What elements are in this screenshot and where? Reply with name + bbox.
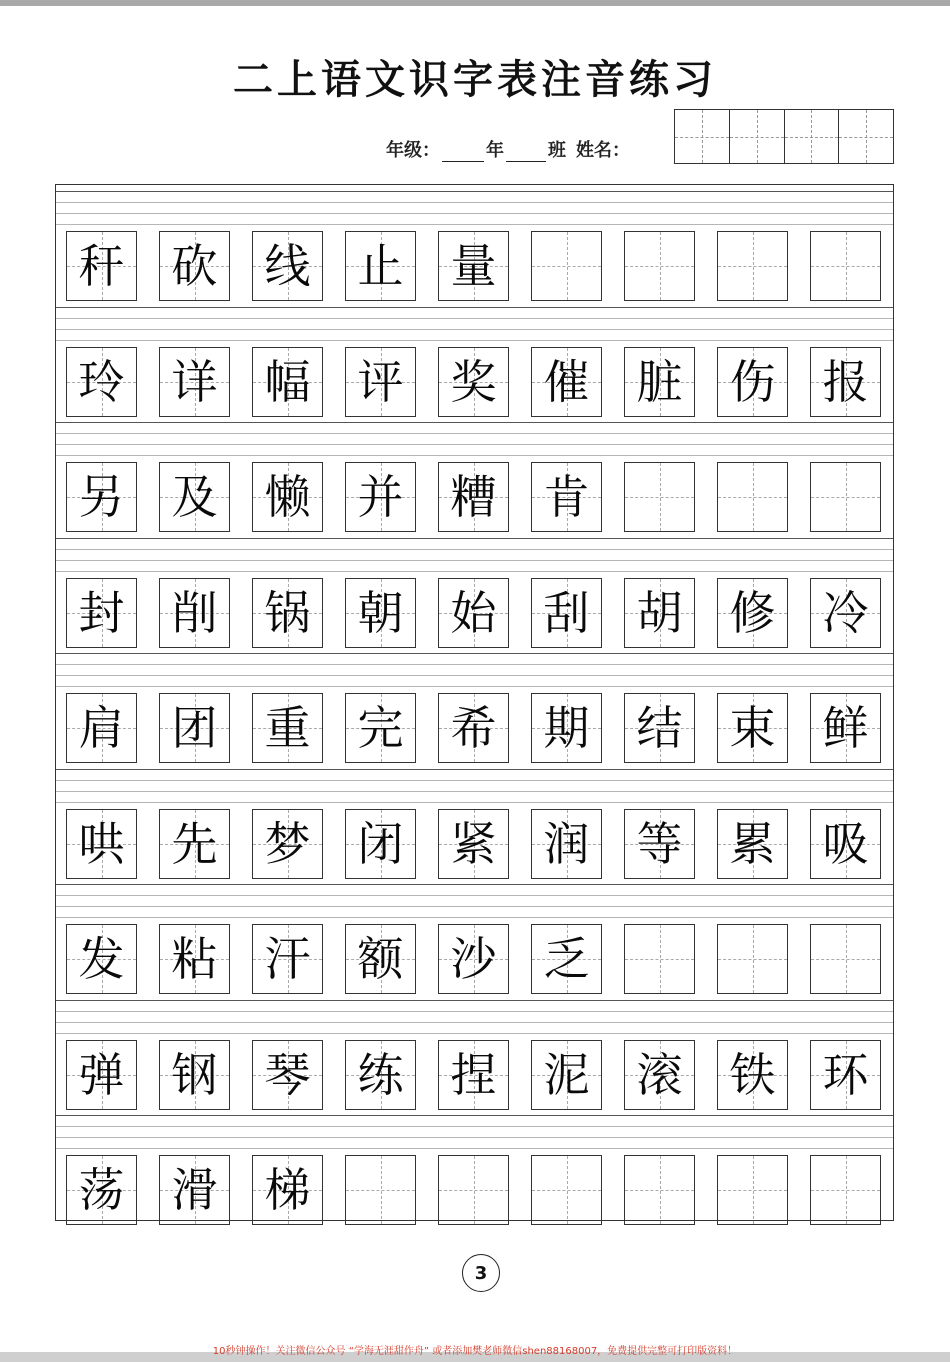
- character-cell[interactable]: [66, 924, 137, 994]
- character-cell[interactable]: [66, 462, 137, 532]
- character-glyph: 奖: [450, 354, 497, 409]
- character-glyph: 锅: [264, 585, 311, 640]
- character-glyph: 伤: [729, 354, 776, 409]
- character-cell[interactable]: [252, 693, 323, 763]
- pinyin-lines[interactable]: [56, 647, 893, 695]
- character-cell[interactable]: [66, 1040, 137, 1110]
- character-glyph: 并: [357, 470, 404, 524]
- character-glyph: 吸: [822, 816, 869, 871]
- character-glyph: 荡: [78, 1163, 125, 1217]
- character-cell[interactable]: [159, 809, 230, 879]
- character-glyph: 量: [450, 239, 497, 293]
- empty-cell[interactable]: [810, 462, 881, 532]
- character-glyph: 懒: [264, 470, 311, 524]
- character-cell[interactable]: [159, 231, 230, 301]
- character-glyph: 乏: [543, 932, 590, 986]
- student-info: [386, 134, 630, 162]
- character-glyph: 修: [729, 585, 776, 640]
- pinyin-lines[interactable]: [56, 416, 893, 464]
- character-glyph: 琴: [264, 1047, 311, 1102]
- character-cell[interactable]: [345, 347, 416, 417]
- character-cell[interactable]: [717, 809, 788, 879]
- pinyin-lines[interactable]: [56, 532, 893, 580]
- character-cell[interactable]: [159, 462, 230, 532]
- character-glyph: 先: [171, 816, 218, 871]
- character-cell[interactable]: [810, 693, 881, 763]
- pinyin-lines[interactable]: [56, 185, 893, 233]
- worksheet-grid: [55, 184, 894, 1221]
- character-cell[interactable]: [159, 578, 230, 648]
- character-glyph: 秆: [78, 239, 125, 293]
- character-glyph: 线: [264, 239, 311, 293]
- character-glyph: 闭: [357, 816, 404, 871]
- grade-label: 年级：: [386, 140, 440, 161]
- empty-cell[interactable]: [624, 462, 695, 532]
- name-box-cell[interactable]: [730, 110, 785, 163]
- empty-cell[interactable]: [810, 231, 881, 301]
- character-glyph: 朝: [357, 585, 404, 640]
- character-row: [66, 462, 881, 532]
- character-row: [66, 1155, 881, 1225]
- empty-cell[interactable]: [438, 1155, 509, 1225]
- character-glyph: 肩: [78, 701, 125, 755]
- character-glyph: 泥: [543, 1047, 590, 1102]
- character-glyph: 另: [78, 470, 125, 524]
- name-boxes[interactable]: [674, 109, 894, 164]
- character-glyph: 等: [636, 816, 683, 871]
- character-glyph: 练: [357, 1047, 404, 1102]
- character-cell[interactable]: [66, 693, 137, 763]
- character-cell[interactable]: [531, 462, 602, 532]
- character-cell[interactable]: [252, 462, 323, 532]
- name-box-cell[interactable]: [785, 110, 840, 163]
- character-glyph: 钢: [171, 1047, 218, 1102]
- character-cell[interactable]: [438, 1040, 509, 1110]
- character-cell[interactable]: [531, 578, 602, 648]
- character-cell[interactable]: [717, 693, 788, 763]
- character-glyph: 完: [357, 701, 404, 755]
- character-cell[interactable]: [159, 924, 230, 994]
- character-cell[interactable]: [345, 462, 416, 532]
- empty-cell[interactable]: [717, 231, 788, 301]
- character-glyph: 催: [543, 354, 590, 409]
- footer-note: 10秒钟操作！关注微信公众号 “学海无涯甜作舟” 或者添加樊老师微信shen88168007，免费提供完整可打印版资料！: [212, 1346, 738, 1357]
- character-cell[interactable]: [438, 809, 509, 879]
- character-glyph: 滑: [171, 1163, 218, 1217]
- character-cell[interactable]: [717, 578, 788, 648]
- class-label: 班: [548, 140, 566, 161]
- character-glyph: 汗: [264, 932, 311, 986]
- empty-cell[interactable]: [717, 1155, 788, 1225]
- empty-cell[interactable]: [717, 462, 788, 532]
- character-glyph: 铁: [729, 1047, 776, 1102]
- character-glyph: 额: [357, 932, 404, 986]
- character-glyph: 砍: [171, 239, 218, 293]
- character-cell[interactable]: [624, 578, 695, 648]
- character-cell[interactable]: [159, 693, 230, 763]
- character-glyph: 弹: [78, 1047, 125, 1102]
- character-glyph: 评: [357, 354, 404, 409]
- character-cell[interactable]: [159, 347, 230, 417]
- pinyin-lines[interactable]: [56, 301, 893, 349]
- character-cell[interactable]: [252, 809, 323, 879]
- top-border: [0, 0, 950, 6]
- character-glyph: 梦: [264, 816, 311, 871]
- character-cell[interactable]: [717, 347, 788, 417]
- character-row: [66, 809, 881, 879]
- character-cell[interactable]: [624, 693, 695, 763]
- character-cell[interactable]: [438, 924, 509, 994]
- character-cell[interactable]: [252, 347, 323, 417]
- character-cell[interactable]: [66, 347, 137, 417]
- character-glyph: 冷: [822, 585, 869, 640]
- character-glyph: 滚: [636, 1047, 683, 1102]
- page-title: 二上语文识字表注音练习: [233, 56, 717, 103]
- empty-cell[interactable]: [624, 924, 695, 994]
- year-label: 年: [486, 140, 504, 161]
- character-glyph: 胡: [636, 585, 683, 640]
- name-label: 姓名：: [576, 140, 630, 161]
- character-glyph: 糟: [450, 470, 497, 524]
- character-cell[interactable]: [252, 231, 323, 301]
- character-cell[interactable]: [531, 1040, 602, 1110]
- character-cell[interactable]: [252, 1155, 323, 1225]
- character-cell[interactable]: [810, 347, 881, 417]
- character-glyph: 刮: [543, 585, 590, 640]
- character-cell[interactable]: [717, 1040, 788, 1110]
- empty-cell[interactable]: [810, 924, 881, 994]
- empty-cell[interactable]: [624, 1155, 695, 1225]
- character-cell[interactable]: [531, 809, 602, 879]
- character-cell[interactable]: [66, 231, 137, 301]
- character-glyph: 束: [729, 701, 776, 755]
- class-blank[interactable]: [506, 141, 546, 162]
- character-cell[interactable]: [159, 1155, 230, 1225]
- empty-cell[interactable]: [810, 1155, 881, 1225]
- character-cell[interactable]: [252, 1040, 323, 1110]
- character-cell[interactable]: [345, 1040, 416, 1110]
- character-glyph: 环: [822, 1047, 869, 1102]
- character-glyph: 哄: [78, 816, 125, 871]
- name-box-cell[interactable]: [675, 110, 730, 163]
- name-box-cell[interactable]: [839, 110, 893, 163]
- character-cell[interactable]: [345, 693, 416, 763]
- character-cell[interactable]: [531, 924, 602, 994]
- character-cell[interactable]: [252, 924, 323, 994]
- character-cell[interactable]: [66, 1155, 137, 1225]
- character-glyph: 重: [264, 701, 311, 755]
- page-number: 3: [462, 1254, 500, 1292]
- character-glyph: 团: [171, 701, 218, 755]
- character-glyph: 累: [729, 816, 776, 871]
- character-glyph: 紧: [450, 816, 497, 871]
- character-glyph: 梯: [264, 1163, 311, 1217]
- character-row: [66, 231, 881, 301]
- pinyin-lines[interactable]: [56, 763, 893, 811]
- character-row: [66, 693, 881, 763]
- character-glyph: 结: [636, 701, 683, 755]
- character-row: [66, 1040, 881, 1110]
- character-glyph: 希: [450, 701, 497, 755]
- character-cell[interactable]: [531, 693, 602, 763]
- character-cell[interactable]: [438, 462, 509, 532]
- character-cell[interactable]: [252, 578, 323, 648]
- character-glyph: 及: [171, 470, 218, 524]
- pinyin-lines[interactable]: [56, 878, 893, 926]
- character-cell[interactable]: [345, 231, 416, 301]
- character-glyph: 润: [543, 816, 590, 871]
- character-row: [66, 347, 881, 417]
- character-cell[interactable]: [810, 578, 881, 648]
- character-glyph: 止: [357, 239, 404, 293]
- character-row: [66, 578, 881, 648]
- character-glyph: 发: [78, 932, 125, 986]
- pinyin-lines[interactable]: [56, 994, 893, 1042]
- character-glyph: 封: [78, 585, 125, 640]
- character-glyph: 始: [450, 585, 497, 640]
- character-cell[interactable]: [345, 809, 416, 879]
- character-cell[interactable]: [624, 809, 695, 879]
- character-glyph: 沙: [450, 932, 497, 986]
- character-glyph: 捏: [450, 1047, 497, 1102]
- character-glyph: 脏: [636, 354, 683, 409]
- character-cell[interactable]: [438, 578, 509, 648]
- character-cell[interactable]: [531, 347, 602, 417]
- character-glyph: 肯: [543, 470, 590, 524]
- character-cell[interactable]: [438, 231, 509, 301]
- character-cell[interactable]: [624, 1040, 695, 1110]
- character-cell[interactable]: [810, 809, 881, 879]
- character-cell[interactable]: [345, 924, 416, 994]
- empty-cell[interactable]: [624, 231, 695, 301]
- character-cell[interactable]: [438, 693, 509, 763]
- character-glyph: 削: [171, 585, 218, 640]
- character-cell[interactable]: [159, 1040, 230, 1110]
- character-glyph: 鲜: [822, 701, 869, 755]
- character-cell[interactable]: [624, 347, 695, 417]
- empty-cell[interactable]: [345, 1155, 416, 1225]
- character-cell[interactable]: [66, 809, 137, 879]
- character-glyph: 玲: [78, 354, 125, 409]
- empty-cell[interactable]: [717, 924, 788, 994]
- empty-cell[interactable]: [531, 1155, 602, 1225]
- character-glyph: 报: [822, 354, 869, 409]
- character-glyph: 粘: [171, 932, 218, 986]
- character-glyph: 期: [543, 701, 590, 755]
- character-glyph: 详: [171, 354, 218, 409]
- pinyin-lines[interactable]: [56, 1109, 893, 1157]
- character-cell[interactable]: [66, 578, 137, 648]
- character-cell[interactable]: [438, 347, 509, 417]
- character-glyph: 幅: [264, 354, 311, 409]
- empty-cell[interactable]: [531, 231, 602, 301]
- character-row: [66, 924, 881, 994]
- character-cell[interactable]: [345, 578, 416, 648]
- character-cell[interactable]: [810, 1040, 881, 1110]
- grade-blank[interactable]: [442, 141, 484, 162]
